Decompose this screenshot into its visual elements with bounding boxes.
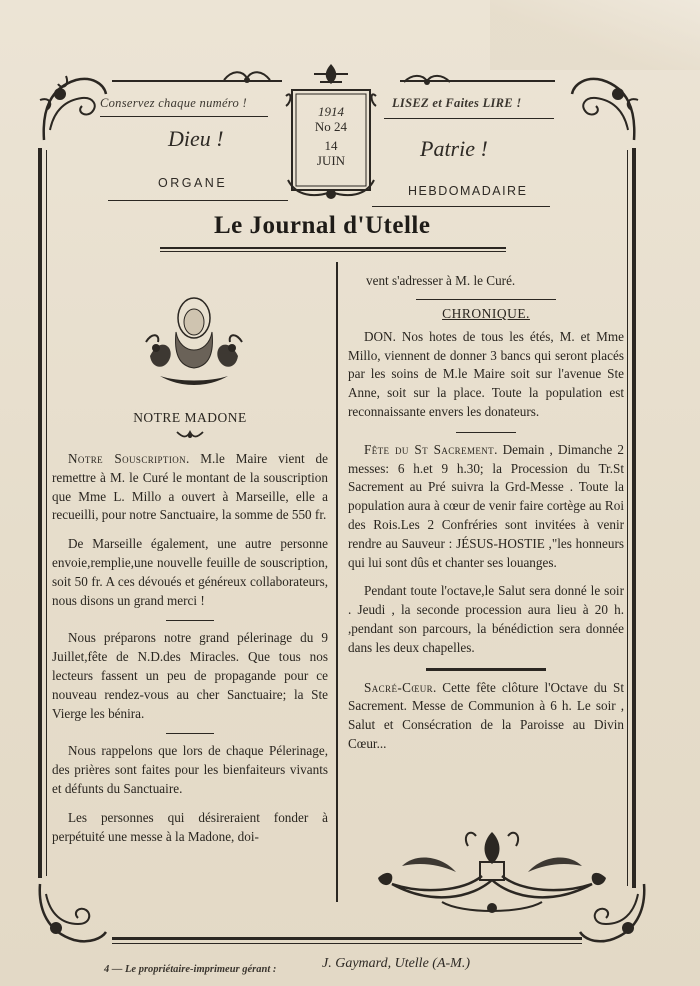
date-block [300,104,362,168]
paragraph-pelerinage: Nous préparons notre grand pélerinage du 9 Juillet,fête de N.D.des Miracles. Que tous nos lecteurs fassent un peu de propagande pour ce nouveau rendez-vous au cher Sanctuaire; la Ste Vierge les bénira. [52,630,328,721]
corner-ornament-top-right [566,70,642,144]
column-divider [336,262,338,902]
title-rule [160,247,506,249]
date-day: 14 [324,138,338,153]
paper-fold [490,0,700,70]
weekly-label: HEBDOMADAIRE [408,184,528,198]
top-flourish-right [402,72,452,90]
date-month: JUIN [316,153,346,168]
printer-label: — Le propriétaire-imprimeur gérant : [111,964,277,975]
frame-right-rule-thin [627,150,628,886]
motto-right: LISEZ et Faites LIRE ! [392,96,522,110]
top-flourish-left [222,68,272,88]
separator-rule [456,432,516,433]
paragraph-text: . M.le Maire vient de remettre à M. le Curé le montant de la souscription que Mme L. Millo a ouvert à Marseille, elle a recueilli, pour notre Sanctuaire, la somme de 550 fr. [52,451,329,523]
right-column [348,272,624,764]
frame-bottom-rule-thin [112,943,582,944]
footer-printer-line [104,964,276,975]
motto-left-underline [100,116,268,117]
paragraph-text: . Demain , Dimanche 2 messes: 6 h.et 9 h.30; la Procession du Tr.St Sacrement au Pré suivra la Grd-Messe . Toute la population aura à cœur de venir faire cortège au Roi des Rois.Les 2 Confréries sont invitées à venir rendre au Sauveur : JÉSUS-HOSTIE ,"les honneurs qui lui sont dûs et chanter ses louanges. [348,441,624,570]
title-rule-thin [160,251,506,252]
motto-patrie: Patrie ! [420,136,488,161]
floral-ornament [372,822,612,918]
organ-underline [108,200,288,201]
paragraph-fete-dieu [348,441,624,573]
chronique-rule-top [416,299,556,300]
paragraph-lead: Fête du St Sacrement [364,441,495,457]
paragraph-octave: Pendant toute l'octave,le Salut sera donné le soir . Jeudi , la seconde procession aura lieu à 20 h. ,pendant son parcours, la bénédiction sera donnée dans les deux chapelles. [348,583,624,655]
corner-ornament-bottom-left [30,880,110,950]
paragraph-lead: Sacré-Cœur [364,679,434,695]
frame-left-rule-thin [46,150,47,876]
paragraph-prieres: Nous rappelons que lors de chaque Pélerinage, des prières sont faites pour les bienfaiteurs vivants et défunts du Sanctuaire. [52,743,328,796]
masthead-title: Le Journal d'Utelle [214,212,431,239]
paragraph-sacre-coeur [348,679,624,754]
frame-left-rule [38,148,42,878]
frame-right-rule [632,148,636,888]
frame-bottom-rule [112,937,582,940]
issue-number: No 24 [314,119,348,134]
separator-rule-thick [426,668,546,671]
paragraph-don: DON. Nos hotes de tous les étés, M. et Mme Millo, viennent de donner 3 bancs qui seront placés par les soins de M.le Maire soit sur l'avenue Ste Anne, soit sur la place. Toute la population est reconnaissante envers les donateurs. [348,328,624,419]
printer-signature: J. Gaymard, Utelle (A-M.) [322,956,470,971]
paragraph-souscription [52,450,328,525]
page-number: 4 [104,964,110,975]
madonna-vignette [140,296,248,388]
date-year: 1914 [318,104,344,119]
continuation-text: vent s'adresser à M. le Curé. [366,273,516,288]
left-column [52,410,328,846]
separator-rule [166,620,214,621]
section-ornament [175,428,205,440]
paragraph-text: . Cette fête clôture l'Octave du St Sacrement. Messe de Communion à 6 h. Le soir , Salut et Consécration de la Paroisse au Divin Cœur... [348,679,624,751]
paragraph-marseille: De Marseille également, une autre personne envoie,remplie,une nouvelle feuille de souscription, soit 50 fr. A ces dévoués et généreux collaborateurs, nous disons un grand merci ! [52,536,328,608]
weekly-underline [372,206,550,207]
section-title-notre-madone: NOTRE MADONE [133,410,247,425]
section-title-chronique: CHRONIQUE. [442,305,530,321]
organ-label: ORGANE [158,176,228,190]
paragraph-lead: Notre Souscription [68,451,187,466]
motto-right-underline [384,118,554,119]
separator-rule [166,733,214,734]
motto-left: Conservez chaque numéro ! [100,96,247,110]
paragraph-fondations: Les personnes qui désireraient fonder à perpétuité une messe à la Madone, doi- [52,809,328,844]
motto-dieu: Dieu ! [168,126,224,151]
